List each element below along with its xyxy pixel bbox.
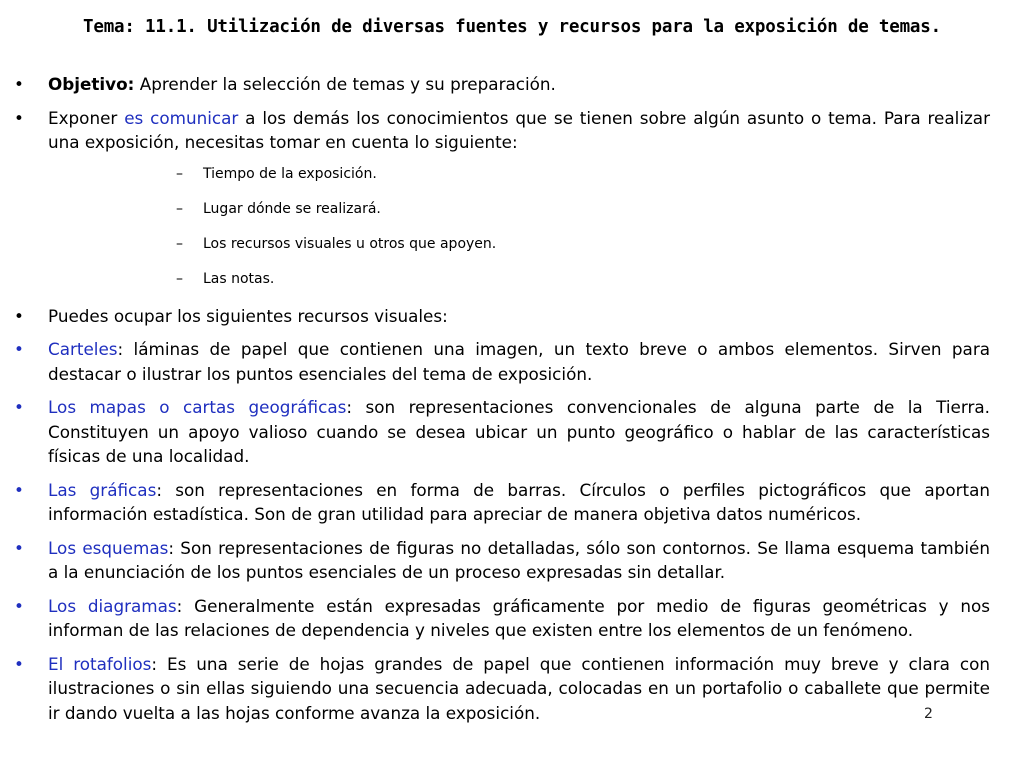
resource-item-rotafolios bbox=[14, 652, 990, 726]
resource-term: Los diagramas bbox=[48, 595, 177, 616]
page-number: 2 bbox=[924, 706, 933, 722]
resource-text: : láminas de papel que contienen una imagen, un texto breve o ambos elementos. Sirven para destacar o ilustrar los puntos esenciales del tema de exposición. bbox=[48, 339, 990, 384]
resource-item-carteles bbox=[14, 337, 990, 386]
resource-term: Los esquemas bbox=[48, 537, 169, 558]
bullet: • bbox=[14, 107, 24, 128]
bullet: • bbox=[14, 653, 24, 674]
expose-pre: Exponer bbox=[48, 107, 125, 128]
resource-item-mapas bbox=[14, 395, 990, 469]
resource-text: : son representaciones convencionales de alguna parte de la Tierra. Constituyen un apoyo valioso cuando se desea ubicar un punto geográfico o hablar de las características físicas de una localidad. bbox=[48, 397, 990, 466]
consideration-text: Los recursos visuales u otros que apoyen. bbox=[203, 235, 497, 252]
considerations-list bbox=[14, 164, 990, 289]
expose-highlight: es comunicar bbox=[124, 107, 239, 128]
resource-term: Los mapas o cartas geográficas bbox=[48, 397, 347, 417]
resource-text: : Generalmente están expresadas gráficamente por medio de figuras geométricas y nos informan de las relaciones de dependencia y niveles que existen entre los elementos de un fenómeno. bbox=[48, 595, 990, 640]
resource-term: Las gráficas bbox=[48, 479, 157, 500]
consideration-text: Lugar dónde se realizará. bbox=[203, 200, 381, 217]
bullet: • bbox=[14, 339, 24, 359]
expose-item bbox=[14, 106, 990, 155]
resource-term: El rotafolios bbox=[48, 653, 152, 674]
dash-mark: – bbox=[176, 270, 183, 287]
resource-text: : son representaciones en forma de barras. Círculos o perfiles pictográficos que aportan información estadística. Son de gran utilidad para apreciar de manera objetiva datos numéricos. bbox=[48, 479, 990, 524]
expose-post: a los demás los conocimientos que se tienen sobre algún asunto o tema. Para realizar una exposición, necesitas tomar en cuenta lo siguiente: bbox=[48, 107, 990, 152]
resource-text: : Son representaciones de figuras no detalladas, sólo son contornos. Se llama esquema también a la enunciación de los puntos esenciales de un proceso expresadas sin detallar. bbox=[48, 537, 990, 582]
consideration-item bbox=[14, 199, 990, 219]
resource-item-esquemas bbox=[14, 536, 990, 585]
dash-mark: – bbox=[176, 165, 183, 182]
slide-title: Tema: 11.1. Utilización de diversas fuentes y recursos para la exposición de temas. bbox=[83, 17, 941, 37]
consideration-text: Las notas. bbox=[203, 270, 275, 287]
bullet: • bbox=[14, 479, 24, 500]
dash-mark: – bbox=[176, 235, 183, 252]
slide-content bbox=[14, 72, 990, 734]
resource-item-graficas bbox=[14, 478, 990, 527]
objective-label: Objetivo: bbox=[48, 74, 135, 94]
consideration-text: Tiempo de la exposición. bbox=[203, 165, 377, 182]
resources-intro: Puedes ocupar los siguientes recursos visuales: bbox=[48, 305, 448, 326]
consideration-item bbox=[14, 234, 990, 254]
objective-item bbox=[14, 72, 990, 97]
resource-item-diagramas bbox=[14, 594, 990, 643]
bullet: • bbox=[14, 595, 24, 616]
bullet: • bbox=[14, 537, 24, 558]
resource-term: Carteles bbox=[48, 339, 118, 359]
bullet: • bbox=[14, 74, 24, 94]
resource-text: : Es una serie de hojas grandes de papel que contienen información muy breve y clara con ilustraciones o sin ellas siguiendo una secuencia adecuada, colocadas en un portafolio o caballete que permite ir dando vuelta a las hojas conforme avanza la exposición. bbox=[48, 653, 990, 723]
bullet: • bbox=[14, 305, 24, 326]
dash-mark: – bbox=[176, 200, 183, 217]
consideration-item bbox=[14, 164, 990, 184]
bullet: • bbox=[14, 397, 24, 417]
objective-text: Aprender la selección de temas y su preparación. bbox=[134, 74, 556, 94]
resources-intro-item bbox=[14, 304, 990, 329]
consideration-item bbox=[14, 269, 990, 289]
